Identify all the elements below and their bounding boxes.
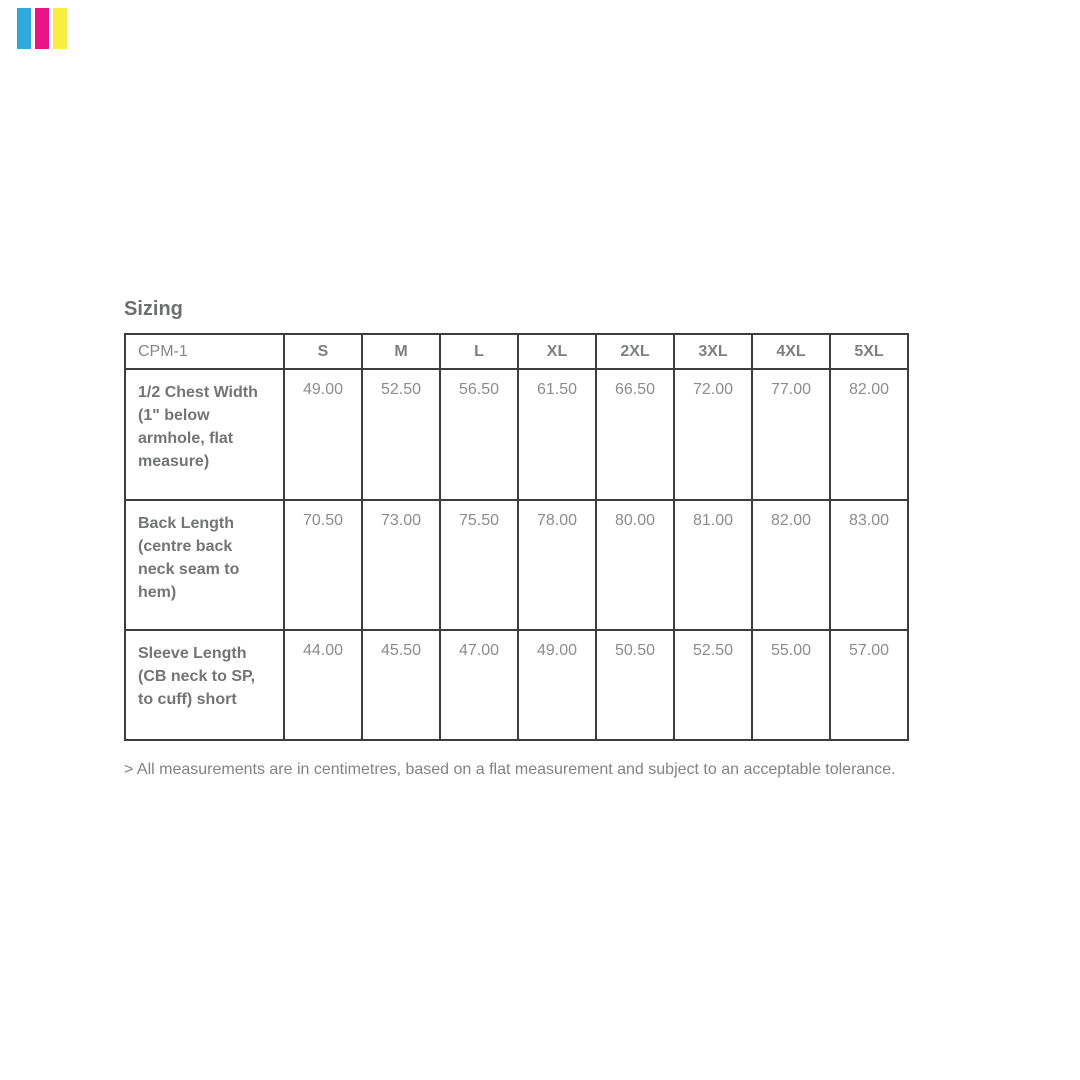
measurement-value: 81.00 [674, 500, 752, 630]
measurement-value: 78.00 [518, 500, 596, 630]
logo-yellow-bar-icon [53, 8, 67, 49]
measurement-value: 75.50 [440, 500, 518, 630]
logo-cyan-bar-icon [17, 8, 31, 49]
size-header-l: L [440, 334, 518, 369]
measurement-value: 47.00 [440, 630, 518, 740]
measurement-value: 80.00 [596, 500, 674, 630]
size-header-5xl: 5XL [830, 334, 908, 369]
measurement-value: 50.50 [596, 630, 674, 740]
measurement-value: 82.00 [752, 500, 830, 630]
measurement-value: 45.50 [362, 630, 440, 740]
measurement-value: 44.00 [284, 630, 362, 740]
measurement-value: 52.50 [362, 369, 440, 500]
measurement-value: 52.50 [674, 630, 752, 740]
brand-logo[interactable] [17, 8, 67, 49]
table-header-row [125, 334, 908, 369]
measurement-value: 66.50 [596, 369, 674, 500]
measurement-label: 1/2 Chest Width (1" below armhole, flat measure) [125, 369, 284, 500]
measurement-value: 77.00 [752, 369, 830, 500]
table-row-sleeve-length [125, 630, 908, 740]
measurement-value: 73.00 [362, 500, 440, 630]
size-header-4xl: 4XL [752, 334, 830, 369]
table-row-chest-width [125, 369, 908, 500]
logo-magenta-bar-icon [35, 8, 49, 49]
measurement-value: 56.50 [440, 369, 518, 500]
size-header-2xl: 2XL [596, 334, 674, 369]
measurement-value: 49.00 [518, 630, 596, 740]
product-code-cell: CPM-1 [125, 334, 284, 369]
measurement-value: 57.00 [830, 630, 908, 740]
measurement-value: 55.00 [752, 630, 830, 740]
size-header-3xl: 3XL [674, 334, 752, 369]
size-header-m: M [362, 334, 440, 369]
measurement-label: Back Length (centre back neck seam to hem) [125, 500, 284, 630]
size-header-s: S [284, 334, 362, 369]
size-header-xl: XL [518, 334, 596, 369]
table-row-back-length [125, 500, 908, 630]
measurement-value: 82.00 [830, 369, 908, 500]
sizing-section [124, 297, 907, 779]
measurement-value: 49.00 [284, 369, 362, 500]
sizing-table [124, 333, 909, 741]
measurement-value: 61.50 [518, 369, 596, 500]
measurement-value: 83.00 [830, 500, 908, 630]
measurement-value: 70.50 [284, 500, 362, 630]
measurement-value: 72.00 [674, 369, 752, 500]
measurement-unit-note: > All measurements are in centimetres, based on a flat measurement and subject to an acceptable tolerance. [124, 761, 896, 778]
section-title: Sizing [124, 298, 183, 320]
measurement-label: Sleeve Length (CB neck to SP, to cuff) short [125, 630, 284, 740]
